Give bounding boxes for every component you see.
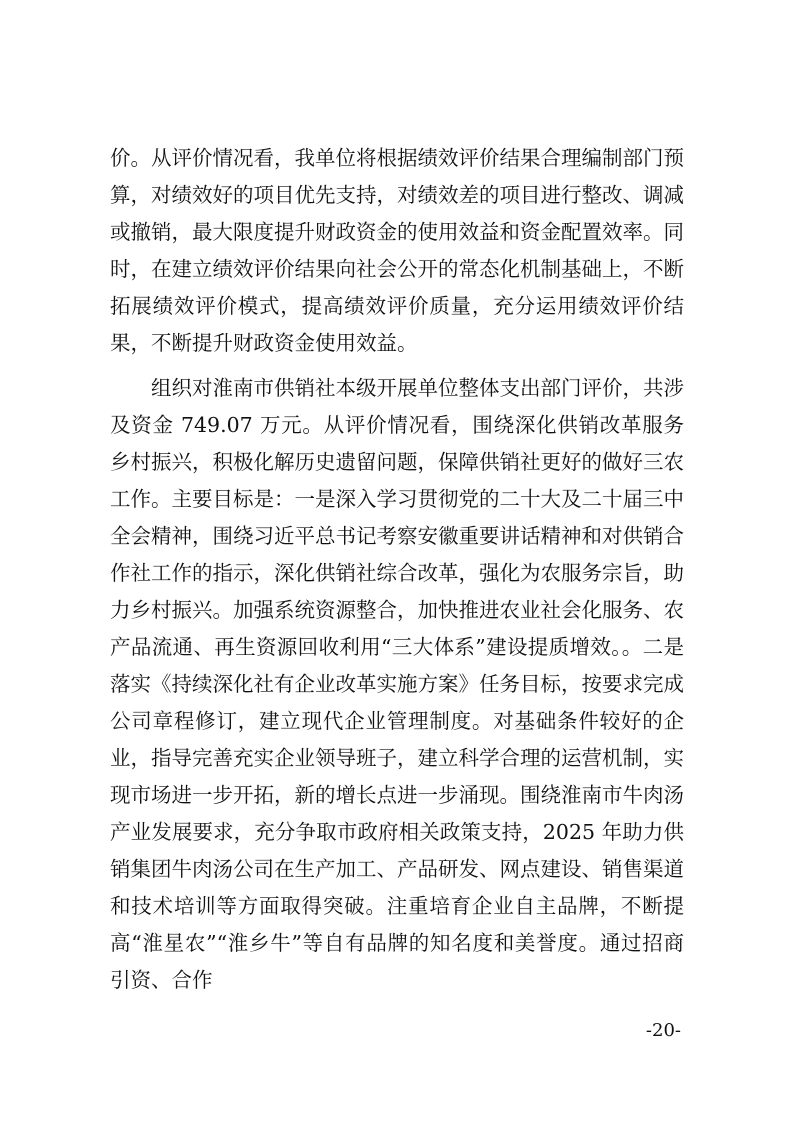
paragraph-2: 组织对淮南市供销社本级开展单位整体支出部门评价，共涉及资金 749.07 万元。从评价情况看，围绕深化供销改革服务乡村振兴，积极化解历史遗留问题，保障供销社更好的做好三农工作。主要目标是：一是深入学习贯彻党的二十大及二十届三中全会精神，围绕习近平总书记考察安徽重要讲话精神和对供销合作社工作的指示，深化供销社综合改革，强化为农服务宗旨，助力乡村振兴。加强系统资源整合，加快推进农业社会化服务、农产品流通、再生资源回收利用“三大体系”建设提质增效。。二是落实《持续深化社有企业改革实施方案》任务目标，按要求完成公司章程修订，建立现代企业管理制度。对基础条件较好的企业，指导完善充实企业领导班子，建立科学合理的运营机制，实现市场进一步开拓，新的增长点进一步涌现。围绕淮南市牛肉汤产业发展要求，充分争取市政府相关政策支持，2025 年助力供销集团牛肉汤公司在生产加工、产品研发、网点建设、销售渠道和技术培训等方面取得突破。注重培育企业自主品牌，不断提高“淮星农”“淮乡牛”等自有品牌的知名度和美誉度。通过招商引资、合作	[110, 376, 684, 992]
page-number: -20-	[645, 1020, 681, 1041]
body-text	[110, 140, 684, 999]
paragraph-1: 价。从评价情况看，我单位将根据绩效评价结果合理编制部门预算，对绩效好的项目优先支持，对绩效差的项目进行整改、调减或撤销，最大限度提升财政资金的使用效益和资金配置效率。同时，在建立绩效评价结果向社会公开的常态化机制基础上，不断拓展绩效评价模式，提高绩效评价质量，充分运用绩效评价结果，不断提升财政资金使用效益。	[110, 146, 684, 355]
